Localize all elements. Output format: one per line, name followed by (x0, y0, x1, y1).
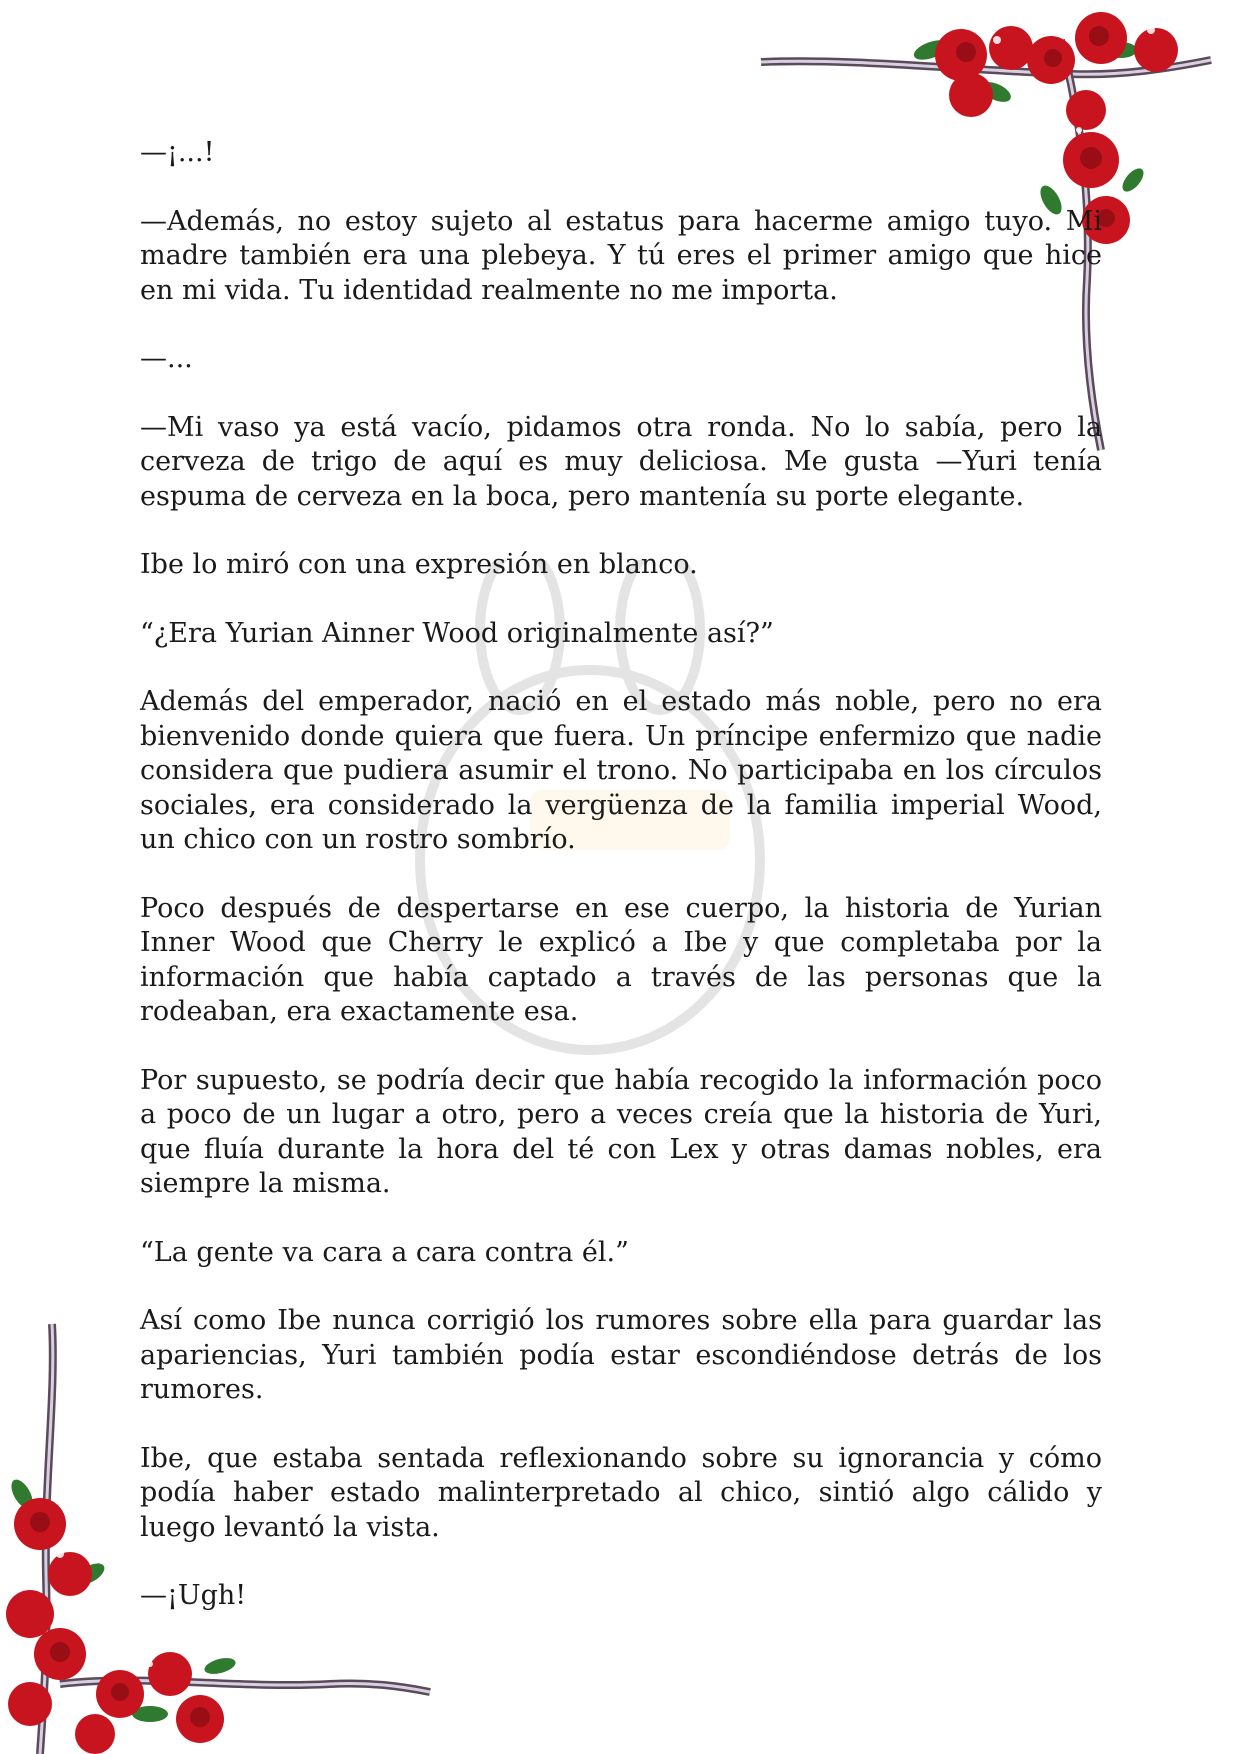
paragraph: “¿Era Yurian Ainner Wood originalmente así?” (140, 617, 774, 649)
paragraph: Así como Ibe nunca corrigió los rumores sobre ella para guardar las apariencias, Yuri también podía estar escondiéndose detrás de los rumores. (140, 1305, 1102, 1405)
paragraph: Además del emperador, nació en el estado más noble, pero no era bienvenido donde quiera que fuera. Un príncipe enfermizo que nadie considera que pudiera asumir el trono. No participaba en los círculos sociales, era considerado la vergüenza de la familia imperial Wood, un chico con un rostro sombrío. (140, 686, 1102, 855)
paragraph: Ibe lo miró con una expresión en blanco. (140, 549, 698, 580)
paragraph: Ibe, que estaba sentada reflexionando sobre su ignorancia y cómo podía haber estado malinterpretado al chico, sintió algo cálido y luego levantó la vista. (140, 1442, 1102, 1543)
paragraph: —Mi vaso ya está vacío, pidamos otra ronda. No lo sabía, pero la cerveza de trigo de aquí es muy deliciosa. Me gusta —Yuri tenía espuma de cerveza en la boca, pero mantenía su porte elegante. (140, 411, 1102, 512)
paragraph: —¡Ugh! (140, 1580, 247, 1611)
paragraph: —Además, no estoy sujeto al estatus para hacerme amigo tuyo. Mi madre también era una plebeya. Y tú eres el primer amigo que hice en mi vida. Tu identidad realmente no me importa. (140, 205, 1102, 306)
document-body (140, 136, 1102, 1648)
paragraph: —¡...! (140, 137, 215, 168)
paragraph: Por supuesto, se podría decir que había recogido la información poco a poco de un lugar a otro, pero a veces creía que la historia de Yuri, que fluía durante la hora del té con Lex y otras damas nobles, era siempre la misma. (140, 1064, 1102, 1199)
paragraph: —... (140, 343, 193, 374)
paragraph: Poco después de despertarse en ese cuerpo, la historia de Yurian Inner Wood que Cherry le explicó a Ibe y que completaba por la información que había captado a través de las personas que la rodeaban, era exactamente esa. (140, 892, 1102, 1027)
paragraph: “La gente va cara a cara contra él.” (140, 1236, 629, 1268)
